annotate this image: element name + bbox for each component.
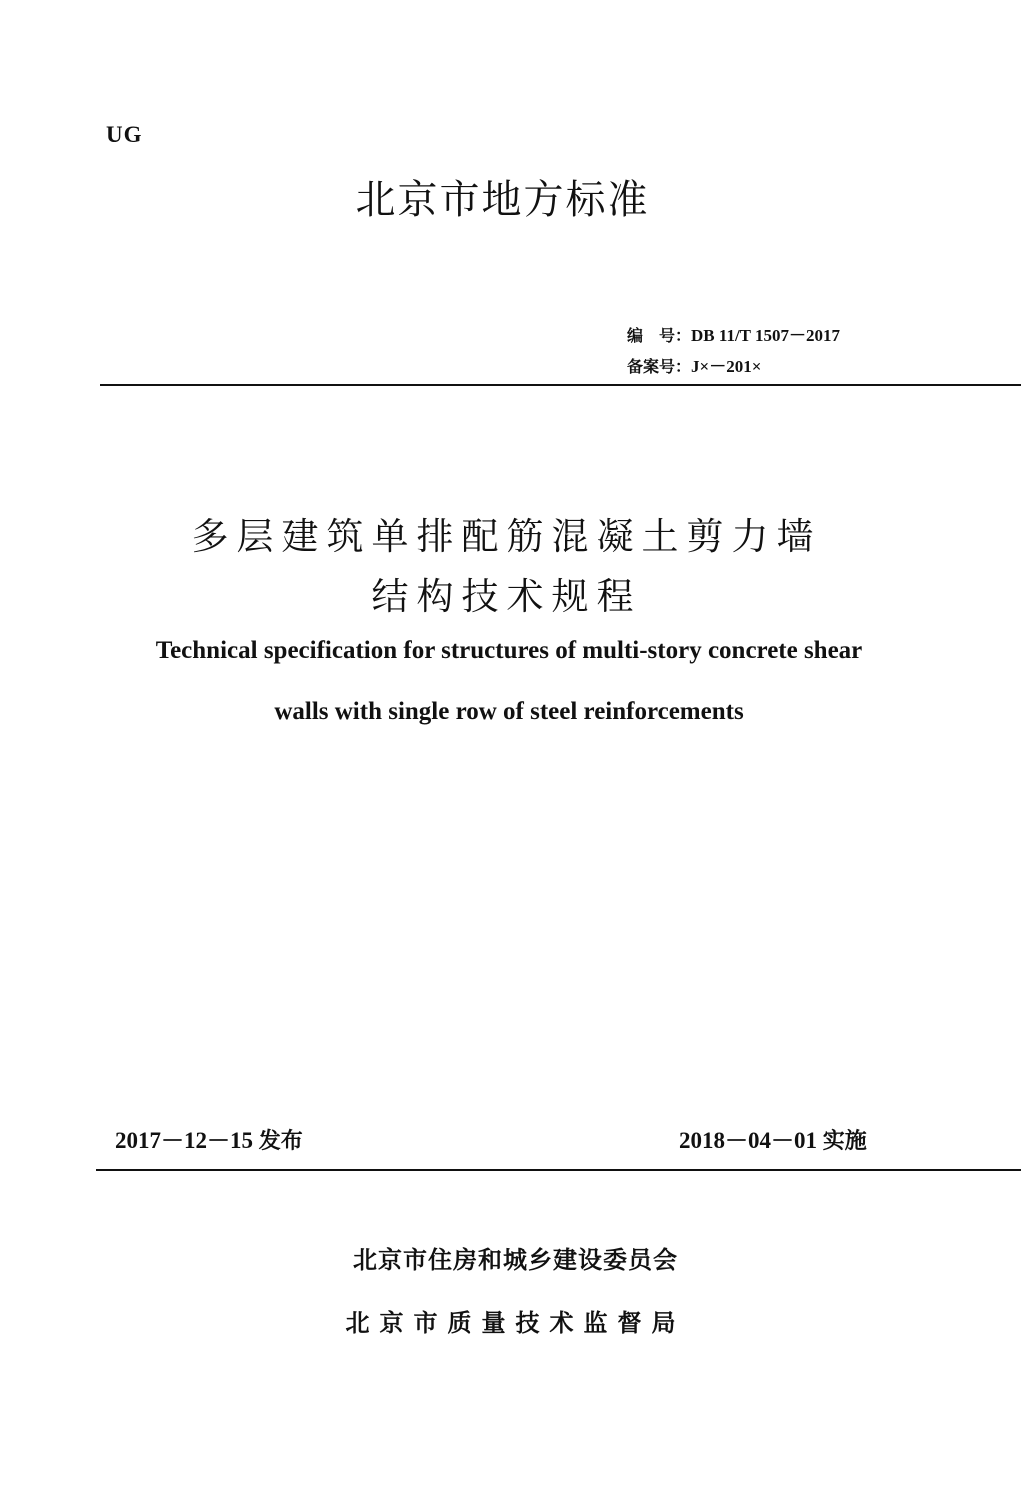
- standard-number: [627, 321, 840, 346]
- title-cn-line-2: 结构技术规程: [371, 575, 642, 618]
- record-number-value: J×－201×: [691, 357, 762, 376]
- issuer-housing-commission: 北京市住房和城乡建设委员会: [353, 1246, 678, 1274]
- standard-number-label: 编 号：: [627, 326, 692, 345]
- issue-date-value: 2017－12－15: [115, 1128, 253, 1153]
- issuer-quality-bureau: 北京市质量技术监督局: [345, 1309, 686, 1337]
- record-number-label: 备案号：: [627, 357, 692, 376]
- standard-number-value: DB 11/T 1507－2017: [691, 326, 840, 345]
- title-cn-line-1: 多层建筑单排配筋混凝土剪力墙: [191, 515, 822, 558]
- title-en-line-1: Technical specification for structures of multi-story concrete shear: [155, 637, 863, 664]
- title-en-line-2: walls with single row of steel reinforcements: [274, 698, 744, 725]
- top-divider: [100, 384, 1021, 386]
- implementation-date-label: 实施: [822, 1129, 867, 1154]
- bottom-divider: [96, 1169, 1021, 1171]
- issue-date-label: 发布: [258, 1129, 303, 1154]
- record-number: [627, 352, 761, 377]
- classification-code: UG: [106, 122, 143, 147]
- implementation-date: [679, 1122, 867, 1155]
- implementation-date-value: 2018－04－01: [679, 1128, 817, 1153]
- issue-date: [115, 1122, 303, 1155]
- standard-type-heading: 北京市地方标准: [355, 177, 650, 223]
